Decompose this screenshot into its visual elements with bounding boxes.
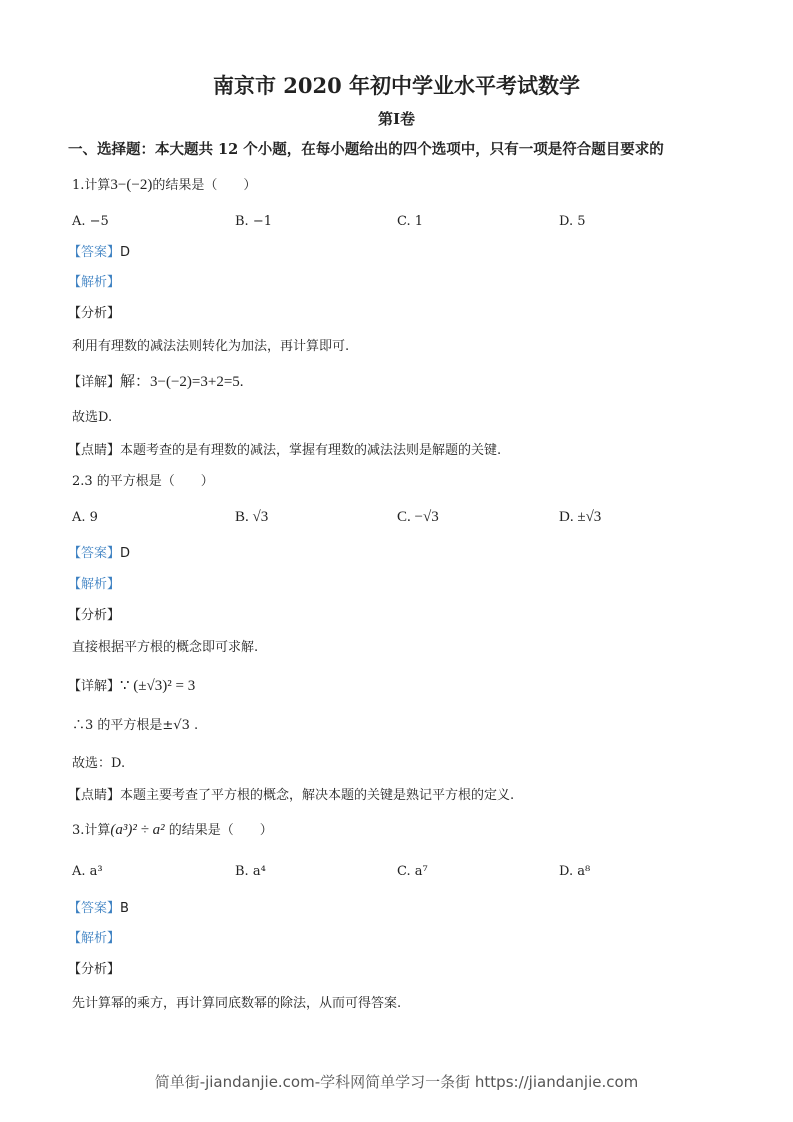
q1-choose: 故选D. <box>72 410 113 425</box>
q3-fenxi-text: 先计算幂的乘方，再计算同底数幂的除法，从而可得答案. <box>72 996 402 1011</box>
q1-comment <box>68 442 501 460</box>
detail-label: 【详解】 <box>68 679 121 694</box>
detail-label: 【详解】 <box>68 375 121 390</box>
q3-option-a: A. a³ <box>72 864 103 879</box>
stem-math: 3−(−2) <box>110 177 153 193</box>
answer-label: 【答案】 <box>68 901 121 916</box>
stem-prefix: 1.计算 <box>72 178 111 193</box>
question-1-stem <box>72 176 256 195</box>
detail-text: ∵ (±√3)² = 3 <box>120 678 196 694</box>
q2-option-b: B. √3 <box>235 509 269 525</box>
q1-fenxi-label: 【分析】 <box>68 306 121 321</box>
volume-heading: 第Ⅰ卷 <box>377 110 416 128</box>
answer-value: D <box>120 245 131 260</box>
q2-detail <box>68 677 195 696</box>
section-heading: 一、选择题：本大题共 12 个小题，在每小题给出的四个选项中，只有一项是符合题目要求的 <box>68 141 664 158</box>
q3-analysis-label: 【解析】 <box>68 931 121 946</box>
detail-text: 解：3−(−2)=3+2=5. <box>120 374 244 390</box>
stem-suffix: 的结果是（ ） <box>152 178 257 193</box>
stem-suffix: 的结果是（ ） <box>168 823 273 838</box>
q1-option-a: A. −5 <box>72 214 109 229</box>
answer-label: 【答案】 <box>68 546 121 561</box>
answer-value: B <box>120 901 129 916</box>
q1-option-d: D. 5 <box>559 214 586 229</box>
q2-option-d: D. ±√3 <box>559 509 602 525</box>
q2-answer <box>68 545 130 563</box>
answer-label: 【答案】 <box>68 245 121 260</box>
question-2-stem: 2.3 的平方根是（ ） <box>72 474 214 489</box>
stem-math: (a³)² ÷ a² <box>110 822 165 838</box>
comment-label: 【点睛】 <box>68 443 121 458</box>
comment-text: 本题考查的是有理数的减法，掌握有理数的减法法则是解题的关键. <box>120 443 502 458</box>
q2-analysis-label: 【解析】 <box>68 577 121 592</box>
q3-answer <box>68 900 129 918</box>
q3-option-b: B. a⁴ <box>235 864 266 879</box>
q3-option-c: C. a⁷ <box>397 864 428 879</box>
q1-detail <box>68 373 244 392</box>
q1-analysis-label: 【解析】 <box>68 275 121 290</box>
stem-prefix: 3.计算 <box>72 823 111 838</box>
q2-fenxi-label: 【分析】 <box>68 608 121 623</box>
comment-label: 【点睛】 <box>68 788 121 803</box>
answer-value: D <box>120 546 131 561</box>
q1-option-b: B. −1 <box>235 214 272 229</box>
q1-fenxi-text: 利用有理数的减法法则转化为加法，再计算即可. <box>72 339 350 354</box>
q2-option-a: A. 9 <box>72 510 98 525</box>
q2-comment <box>68 787 514 805</box>
q2-conclusion: ∴3 的平方根是±√3 . <box>72 718 199 733</box>
question-3-stem <box>72 821 273 840</box>
q3-fenxi-label: 【分析】 <box>68 962 121 977</box>
q2-fenxi-text: 直接根据平方根的概念即可求解. <box>72 640 259 655</box>
footer-watermark: 简单街-jiandanjie.com-学科网简单学习一条街 https://jiandanjie.com <box>154 1073 639 1091</box>
q1-option-c: C. 1 <box>397 214 424 229</box>
document-title: 南京市 2020 年初中学业水平考试数学 <box>212 73 581 98</box>
q1-answer <box>68 244 130 262</box>
q3-option-d: D. a⁸ <box>559 864 591 879</box>
q2-choose: 故选：D. <box>72 756 126 771</box>
q2-option-c: C. −√3 <box>397 509 439 525</box>
comment-text: 本题主要考查了平方根的概念，解决本题的关键是熟记平方根的定义. <box>120 788 515 803</box>
